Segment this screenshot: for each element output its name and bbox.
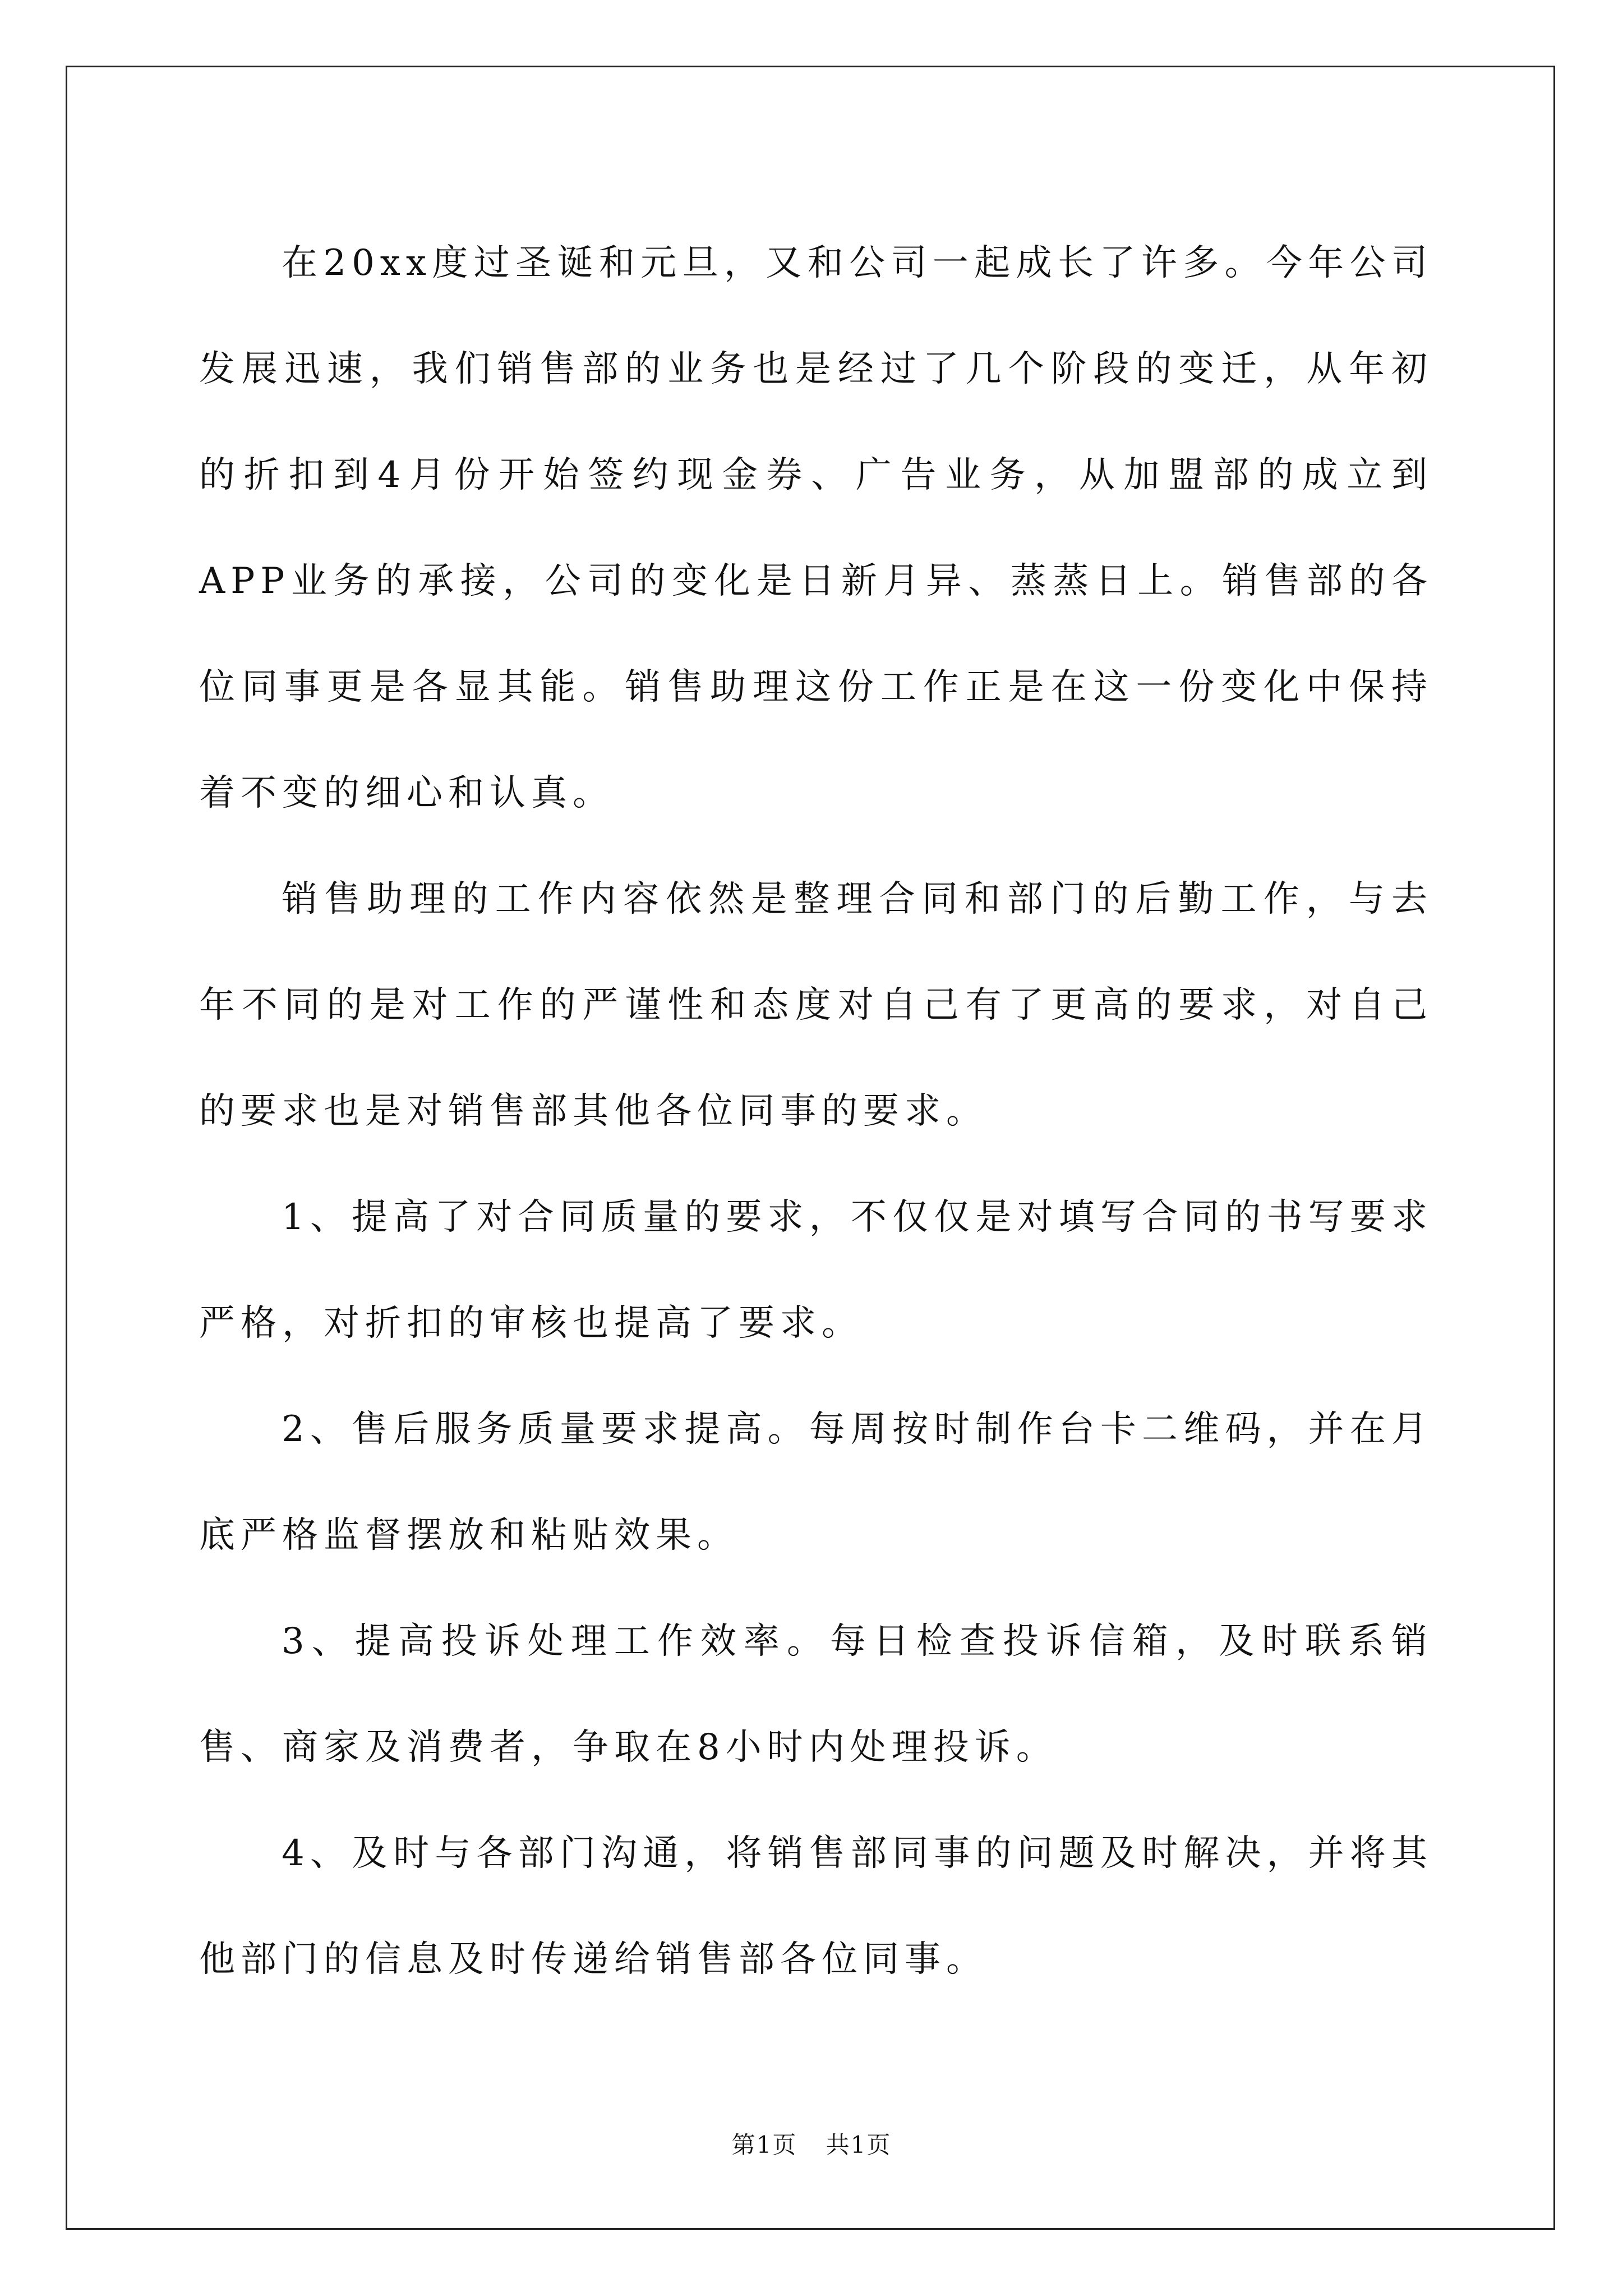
page-number-current: 第1页 (731, 2131, 797, 2159)
paragraph-4: 2、售后服务质量要求提高。每周按时制作台卡二维码，并在月底严格监督摆放和粘贴效果。 (199, 1409, 1433, 1556)
page-number-total: 共1页 (826, 2131, 892, 2159)
document-body (199, 210, 1433, 2013)
paragraph-3: 1、提高了对合同质量的要求，不仅仅是对填写合同的书写要求严格，对折扣的审核也提高了要求。 (199, 1197, 1433, 1344)
paragraph-5: 3、提高投诉处理工作效率。每日检查投诉信箱，及时联系销售、商家及消费者，争取在8小时内处理投诉。 (199, 1621, 1433, 1768)
paragraph-2: 销售助理的工作内容依然是整理合同和部门的后勤工作，与去年不同的是对工作的严谨性和态度对自己有了更高的要求，对自己的要求也是对销售部其他各位同事的要求。 (199, 878, 1433, 1132)
page-footer (0, 2127, 1623, 2160)
paragraph-6: 4、及时与各部门沟通，将销售部同事的问题及时解决，并将其他部门的信息及时传递给销售部各位同事。 (199, 1833, 1433, 1980)
paragraph-1: 在20xx度过圣诞和元旦，又和公司一起成长了许多。今年公司发展迅速，我们销售部的业务也是经过了几个阶段的变迁，从年初的折扣到4月份开始签约现金券、广告业务，从加盟部的成立到APP业务的承接，公司的变化是日新月异、蒸蒸日上。销售部的各位同事更是各显其能。销售助理这份工作正是在这一份变化中保持着不变的细心和认真。 (199, 242, 1433, 814)
